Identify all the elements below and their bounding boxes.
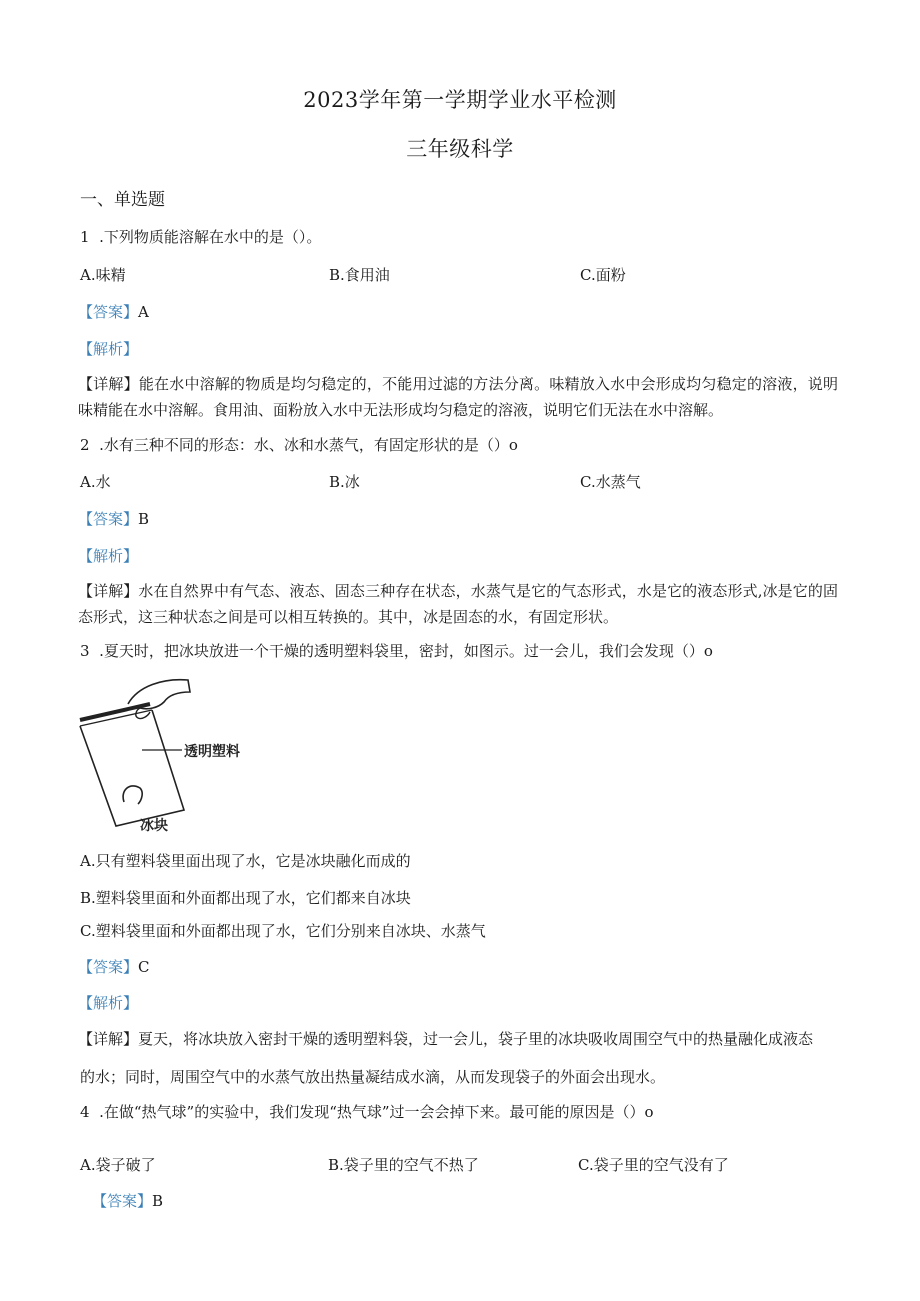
bag-with-ice-figure (78, 674, 258, 834)
q3-detail-line-1 (78, 1028, 813, 1049)
q4-option-c: C.袋子里的空气没有了 (578, 1156, 729, 1174)
q1-option-b: B.食用油 (329, 266, 390, 284)
q2-analysis-tag: 【解析】 (78, 547, 139, 565)
q3-answer (78, 956, 150, 977)
question-4 (80, 1101, 654, 1122)
answer-value: A (138, 303, 149, 321)
detail-tag: 【详解】 (78, 375, 139, 393)
answer-tag: 【答案】 (78, 510, 139, 528)
answer-tag: 【答案】 (78, 303, 139, 321)
question-text: .水有三种不同的形态：水、冰和水蒸气，有固定形状的是（）o (99, 436, 518, 454)
question-2 (80, 434, 518, 455)
question-text: .在做“热气球”的实验中，我们发现“热气球”过一会会掉下来。最可能的原因是（）o (99, 1103, 654, 1121)
question-number: 3 (80, 642, 90, 660)
q4-option-a: A.袋子破了 (80, 1156, 156, 1174)
q2-option-a: A.水 (80, 473, 111, 491)
question-text: .夏天时，把冰块放进一个干燥的透明塑料袋里，密封，如图示。过一会儿，我们会发现（）o (99, 642, 713, 660)
document-subtitle: 三年级科学 (406, 137, 514, 161)
bag-illustration (78, 674, 258, 834)
question-1 (80, 226, 321, 247)
section-heading: 一、单选题 (80, 190, 165, 210)
question-number: 1 (80, 228, 90, 246)
q3-detail-line-2: 的水；同时，周围空气中的水蒸气放出热量凝结成水滴，从而发现袋子的外面会出现水。 (80, 1068, 666, 1086)
q1-detail (78, 371, 838, 423)
detail-tag: 【详解】 (78, 582, 139, 600)
q3-option-a: A.只有塑料袋里面出现了水，它是冰块融化而成的 (80, 852, 411, 870)
q1-answer (78, 301, 149, 322)
ice-label: 冰块 (140, 818, 168, 834)
answer-tag: 【答案】 (78, 958, 139, 976)
answer-value: C (138, 958, 150, 976)
q4-answer (92, 1190, 163, 1211)
q4-option-b: B.袋子里的空气不热了 (328, 1156, 479, 1174)
q2-option-b: B.冰 (329, 473, 360, 491)
answer-value: B (152, 1192, 164, 1210)
answer-tag: 【答案】 (92, 1192, 153, 1210)
detail-text: 夏天，将冰块放入密封干燥的透明塑料袋，过一会儿，袋子里的冰块吸收周围空气中的热量融化成液态 (138, 1030, 814, 1048)
q1-analysis-tag: 【解析】 (78, 340, 139, 358)
question-number: 2 (80, 436, 90, 454)
q2-answer (78, 508, 149, 529)
q3-analysis-tag: 【解析】 (78, 994, 139, 1012)
question-text: .下列物质能溶解在水中的是（）。 (99, 228, 322, 246)
q2-detail (78, 578, 838, 630)
q1-option-c: C.面粉 (580, 266, 626, 284)
q1-option-a: A.味精 (80, 266, 126, 284)
q2-option-c: C.水蒸气 (580, 473, 641, 491)
bag-label: 透明塑料 (184, 744, 240, 760)
question-number: 4 (80, 1103, 90, 1121)
detail-text: 能在水中溶解的物质是均匀稳定的，不能用过滤的方法分离。味精放入水中会形成均匀稳定的溶液，说明味精能在水中溶解。食用油、面粉放入水中无法形成均匀稳定的溶液，说明它们无法在水中溶解。 (78, 375, 838, 419)
q3-option-b: B.塑料袋里面和外面都出现了水，它们都来自冰块 (80, 889, 411, 907)
question-3 (80, 640, 713, 661)
q3-option-c: C.塑料袋里面和外面都出现了水，它们分别来自冰块、水蒸气 (80, 922, 486, 940)
detail-tag: 【详解】 (78, 1030, 139, 1048)
detail-text: 水在自然界中有气态、液态、固态三种存在状态，水蒸气是它的气态形式，水是它的液态形式,冰是它的固态形式，这三种状态之间是可以相互转换的。其中，冰是固态的水，有固定形状。 (78, 582, 838, 626)
document-title: 2023学年第一学期学业水平检测 (303, 88, 617, 112)
answer-value: B (138, 510, 150, 528)
